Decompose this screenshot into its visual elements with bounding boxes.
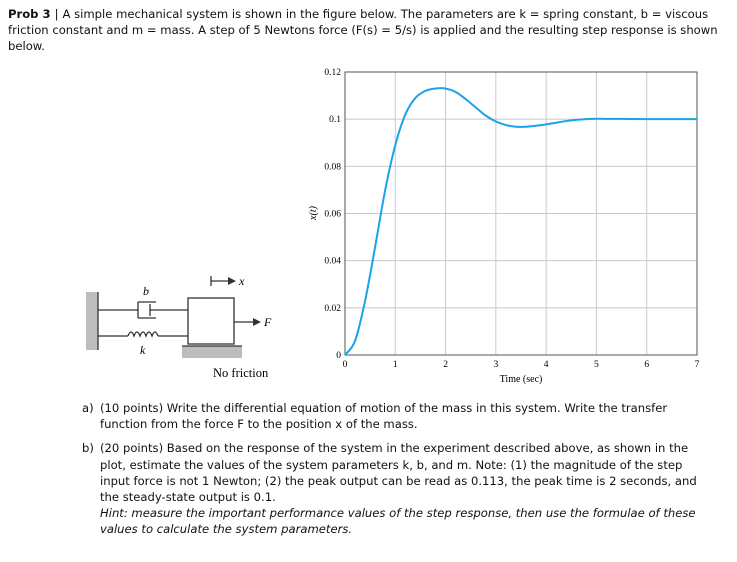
question-b-label: b)	[82, 441, 94, 456]
diagram-caption: No friction	[213, 366, 269, 380]
step-response-line	[345, 88, 697, 355]
x-tick-label: 2	[443, 360, 448, 370]
damper	[98, 302, 188, 318]
question-b	[82, 440, 708, 537]
problem-statement	[8, 6, 730, 54]
step-response-chart	[308, 68, 700, 385]
mass-block	[188, 298, 234, 344]
mechanical-diagram	[86, 276, 254, 358]
y-tick-label: 0.06	[324, 209, 341, 220]
ground	[182, 346, 242, 358]
question-a	[82, 400, 708, 432]
figure	[0, 60, 737, 390]
problem-text: A simple mechanical system is shown in the figure below. The parameters are k = spring constant, b = viscous friction constant and m = mass. A step of 5 Newtons force (F(s) = 5/s) is applied and the resulting step response is shown below.	[8, 7, 718, 53]
force-arrow-head	[253, 318, 261, 326]
spring	[98, 332, 188, 336]
x-tick-label: 3	[493, 360, 499, 370]
x-tick-label: 6	[644, 360, 650, 370]
wall	[86, 292, 98, 350]
x-tick-label: 7	[694, 360, 700, 370]
y-tick-label: 0.1	[329, 115, 341, 126]
force-label: F	[264, 315, 272, 329]
chart-grid	[345, 72, 697, 355]
x-tick-label: 0	[342, 360, 348, 370]
x-axis-label: Time (sec)	[499, 374, 543, 385]
question-a-label: a)	[82, 401, 94, 415]
x-tick-label: 4	[543, 360, 549, 370]
y-tick-label: 0.12	[324, 68, 341, 78]
y-tick-label: 0	[336, 351, 341, 361]
x-tick-label: 1	[392, 360, 398, 370]
question-b-hint: Hint: measure the important performance values of the step response, then use the formulae of these values to calculate the system parameters.	[100, 506, 696, 537]
y-tick-label: 0.04	[324, 256, 341, 267]
y-axis-label: x(t)	[308, 206, 319, 220]
spring-label: k	[140, 343, 146, 357]
problem-label: Prob 3	[8, 7, 51, 21]
x-tick-label: 5	[594, 360, 599, 370]
damper-label: b	[143, 284, 149, 298]
question-b-text: (20 points) Based on the response of the system in the experiment described above, as shown in the plot, estimate the values of the system parameters k, b, and m. Note: (1) the magnitude of the step input force is not 1 Newton; (2) the peak output can be read as 0.113, the peak time is 2 seconds, and the steady-state output is 0.1.	[100, 441, 697, 505]
question-b-body	[100, 440, 708, 537]
questions	[82, 400, 708, 546]
y-tick-label: 0.02	[324, 303, 341, 314]
y-tick-label: 0.08	[324, 162, 341, 173]
x-arrow-head	[228, 277, 236, 285]
question-a-text: (10 points) Write the differential equation of motion of the mass in this system. Write the transfer function from the force F to the position x of the mass.	[100, 401, 668, 432]
problem-separator: |	[54, 7, 59, 21]
x-tick-labels	[343, 360, 700, 370]
x-label: x	[239, 274, 245, 288]
y-tick-labels	[324, 68, 341, 361]
